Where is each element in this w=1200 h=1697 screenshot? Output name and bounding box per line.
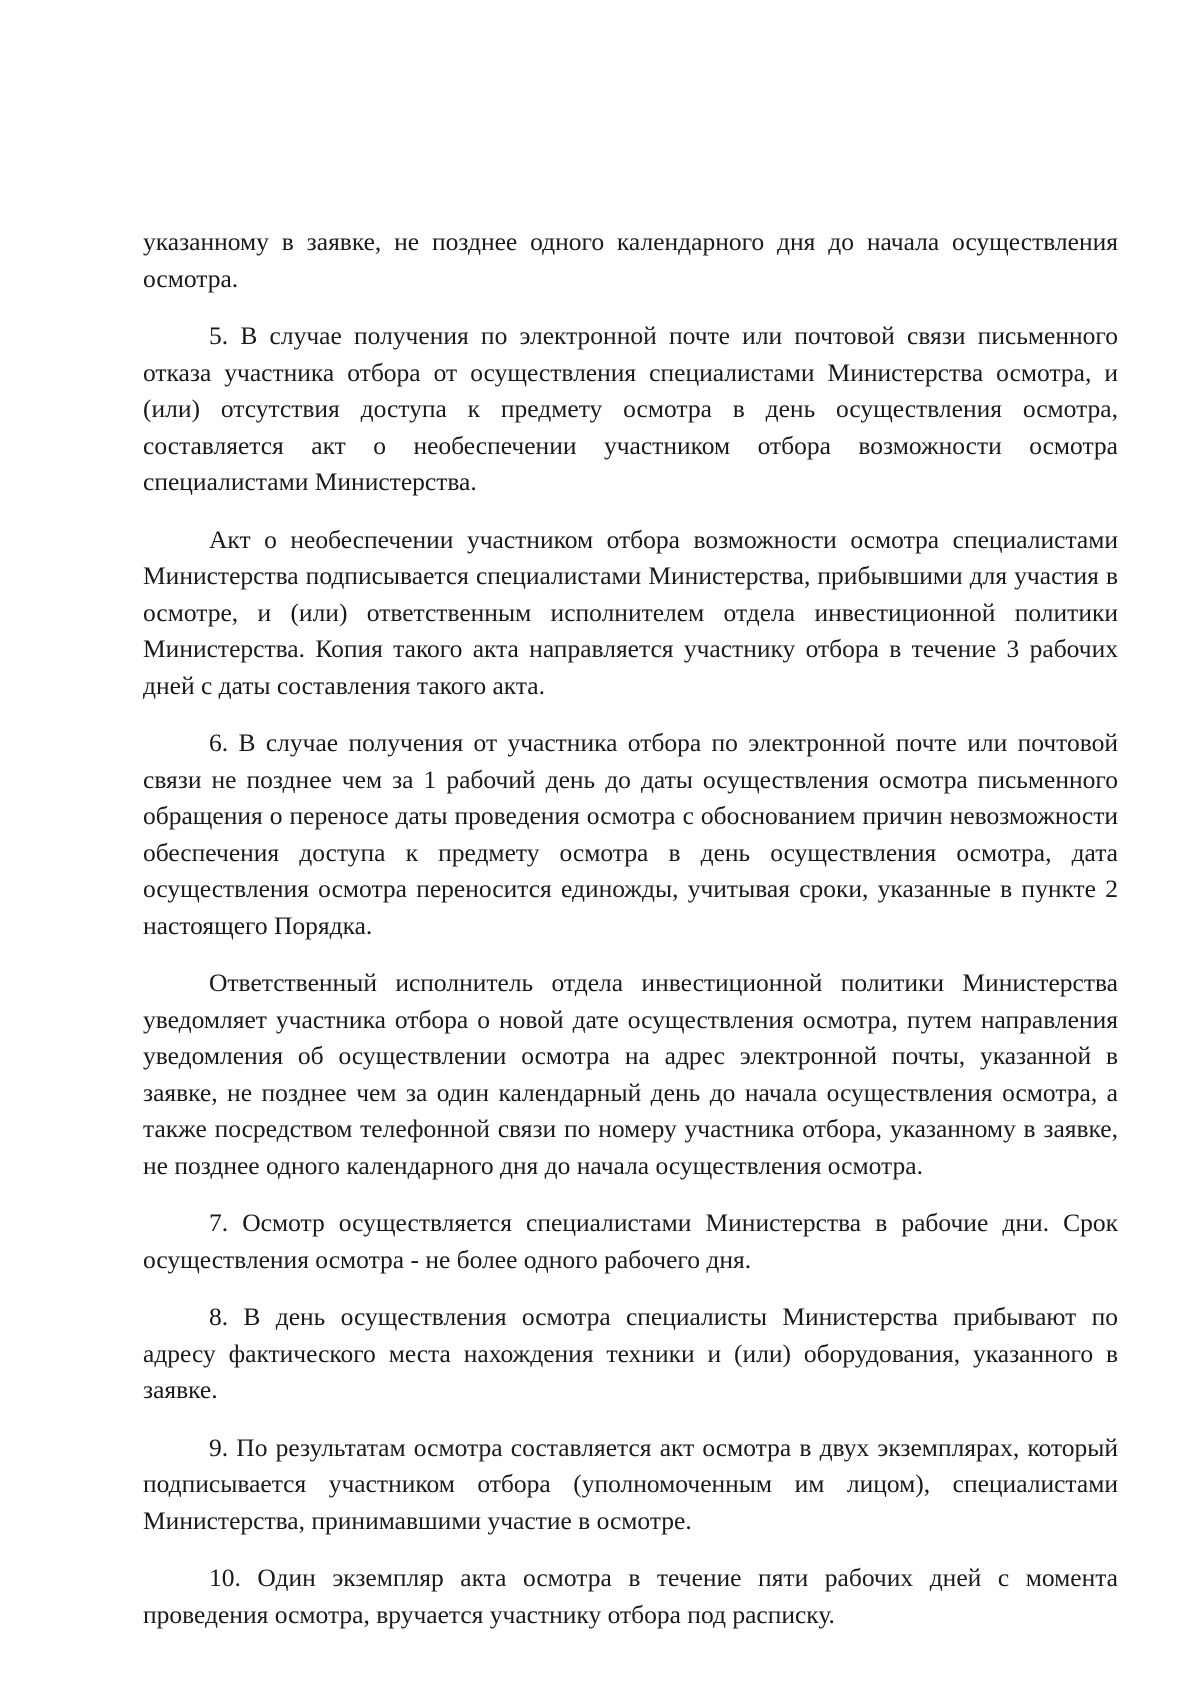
document-body — [143, 224, 1118, 1654]
paragraph-item-7: 7. Осмотр осуществляется специалистами Министерства в рабочие дни. Срок осуществления осмотра - не более одного рабочего дня. — [143, 1208, 1118, 1274]
paragraph-notification: Ответственный исполнитель отдела инвестиционной политики Министерства уведомляет участника отбора о новой дате осуществления осмотра, путем направления уведомления об осуществлении осмотра на адрес электронной почты, указанной в заявке, не позднее чем за один календарный день до начала осуществления осмотра, а также посредством телефонной связи по номеру участника отбора, указанному в заявке, не позднее одного календарного дня до начала осуществления осмотра. — [143, 968, 1118, 1180]
paragraph-act-signing: Акт о необеспечении участником отбора возможности осмотра специалистами Министерства подписывается специалистами Министерства, прибывшими для участия в осмотре, и (или) ответственным исполнителем отдела инвестиционной политики Министерства. Копия такого акта направляется участнику отбора в течение 3 рабочих дней с даты составления такого акта. — [143, 524, 1118, 700]
paragraph-continuation: указанному в заявке, не позднее одного календарного дня до начала осуществления осмотра. — [143, 227, 1118, 293]
paragraph-item-10: 10. Один экземпляр акта осмотра в течение пяти рабочих дней с момента проведения осмотра, вручается участнику отбора под расписку. — [143, 1563, 1118, 1629]
paragraph-item-8: 8. В день осуществления осмотра специалисты Министерства прибывают по адресу фактического места нахождения техники и (или) оборудования, указанного в заявке. — [143, 1302, 1118, 1404]
paragraph-item-6: 6. В случае получения от участника отбора по электронной почте или почтовой связи не позднее чем за 1 рабочий день до даты осуществления осмотра письменного обращения о переносе даты проведения осмотра с обоснованием причин невозможности обеспечения доступа к предмету осмотра в день осуществления осмотра, дата осуществления осмотра переносится единожды, учитывая сроки, указанные в пункте 2 настоящего Порядка. — [143, 728, 1118, 940]
paragraph-item-9: 9. По результатам осмотра составляется акт осмотра в двух экземплярах, который подписывается участником отбора (уполномоченным им лицом), специалистами Министерства, принимавшими участие в осмотре. — [143, 1432, 1118, 1535]
paragraph-item-5: 5. В случае получения по электронной почте или почтовой связи письменного отказа участника отбора от осуществления специалистами Министерства осмотра, и (или) отсутствия доступа к предмету осмотра в день осуществления осмотра, составляется акт о необеспечении участником отбора возможности осмотра специалистами Министерства. — [143, 321, 1118, 496]
